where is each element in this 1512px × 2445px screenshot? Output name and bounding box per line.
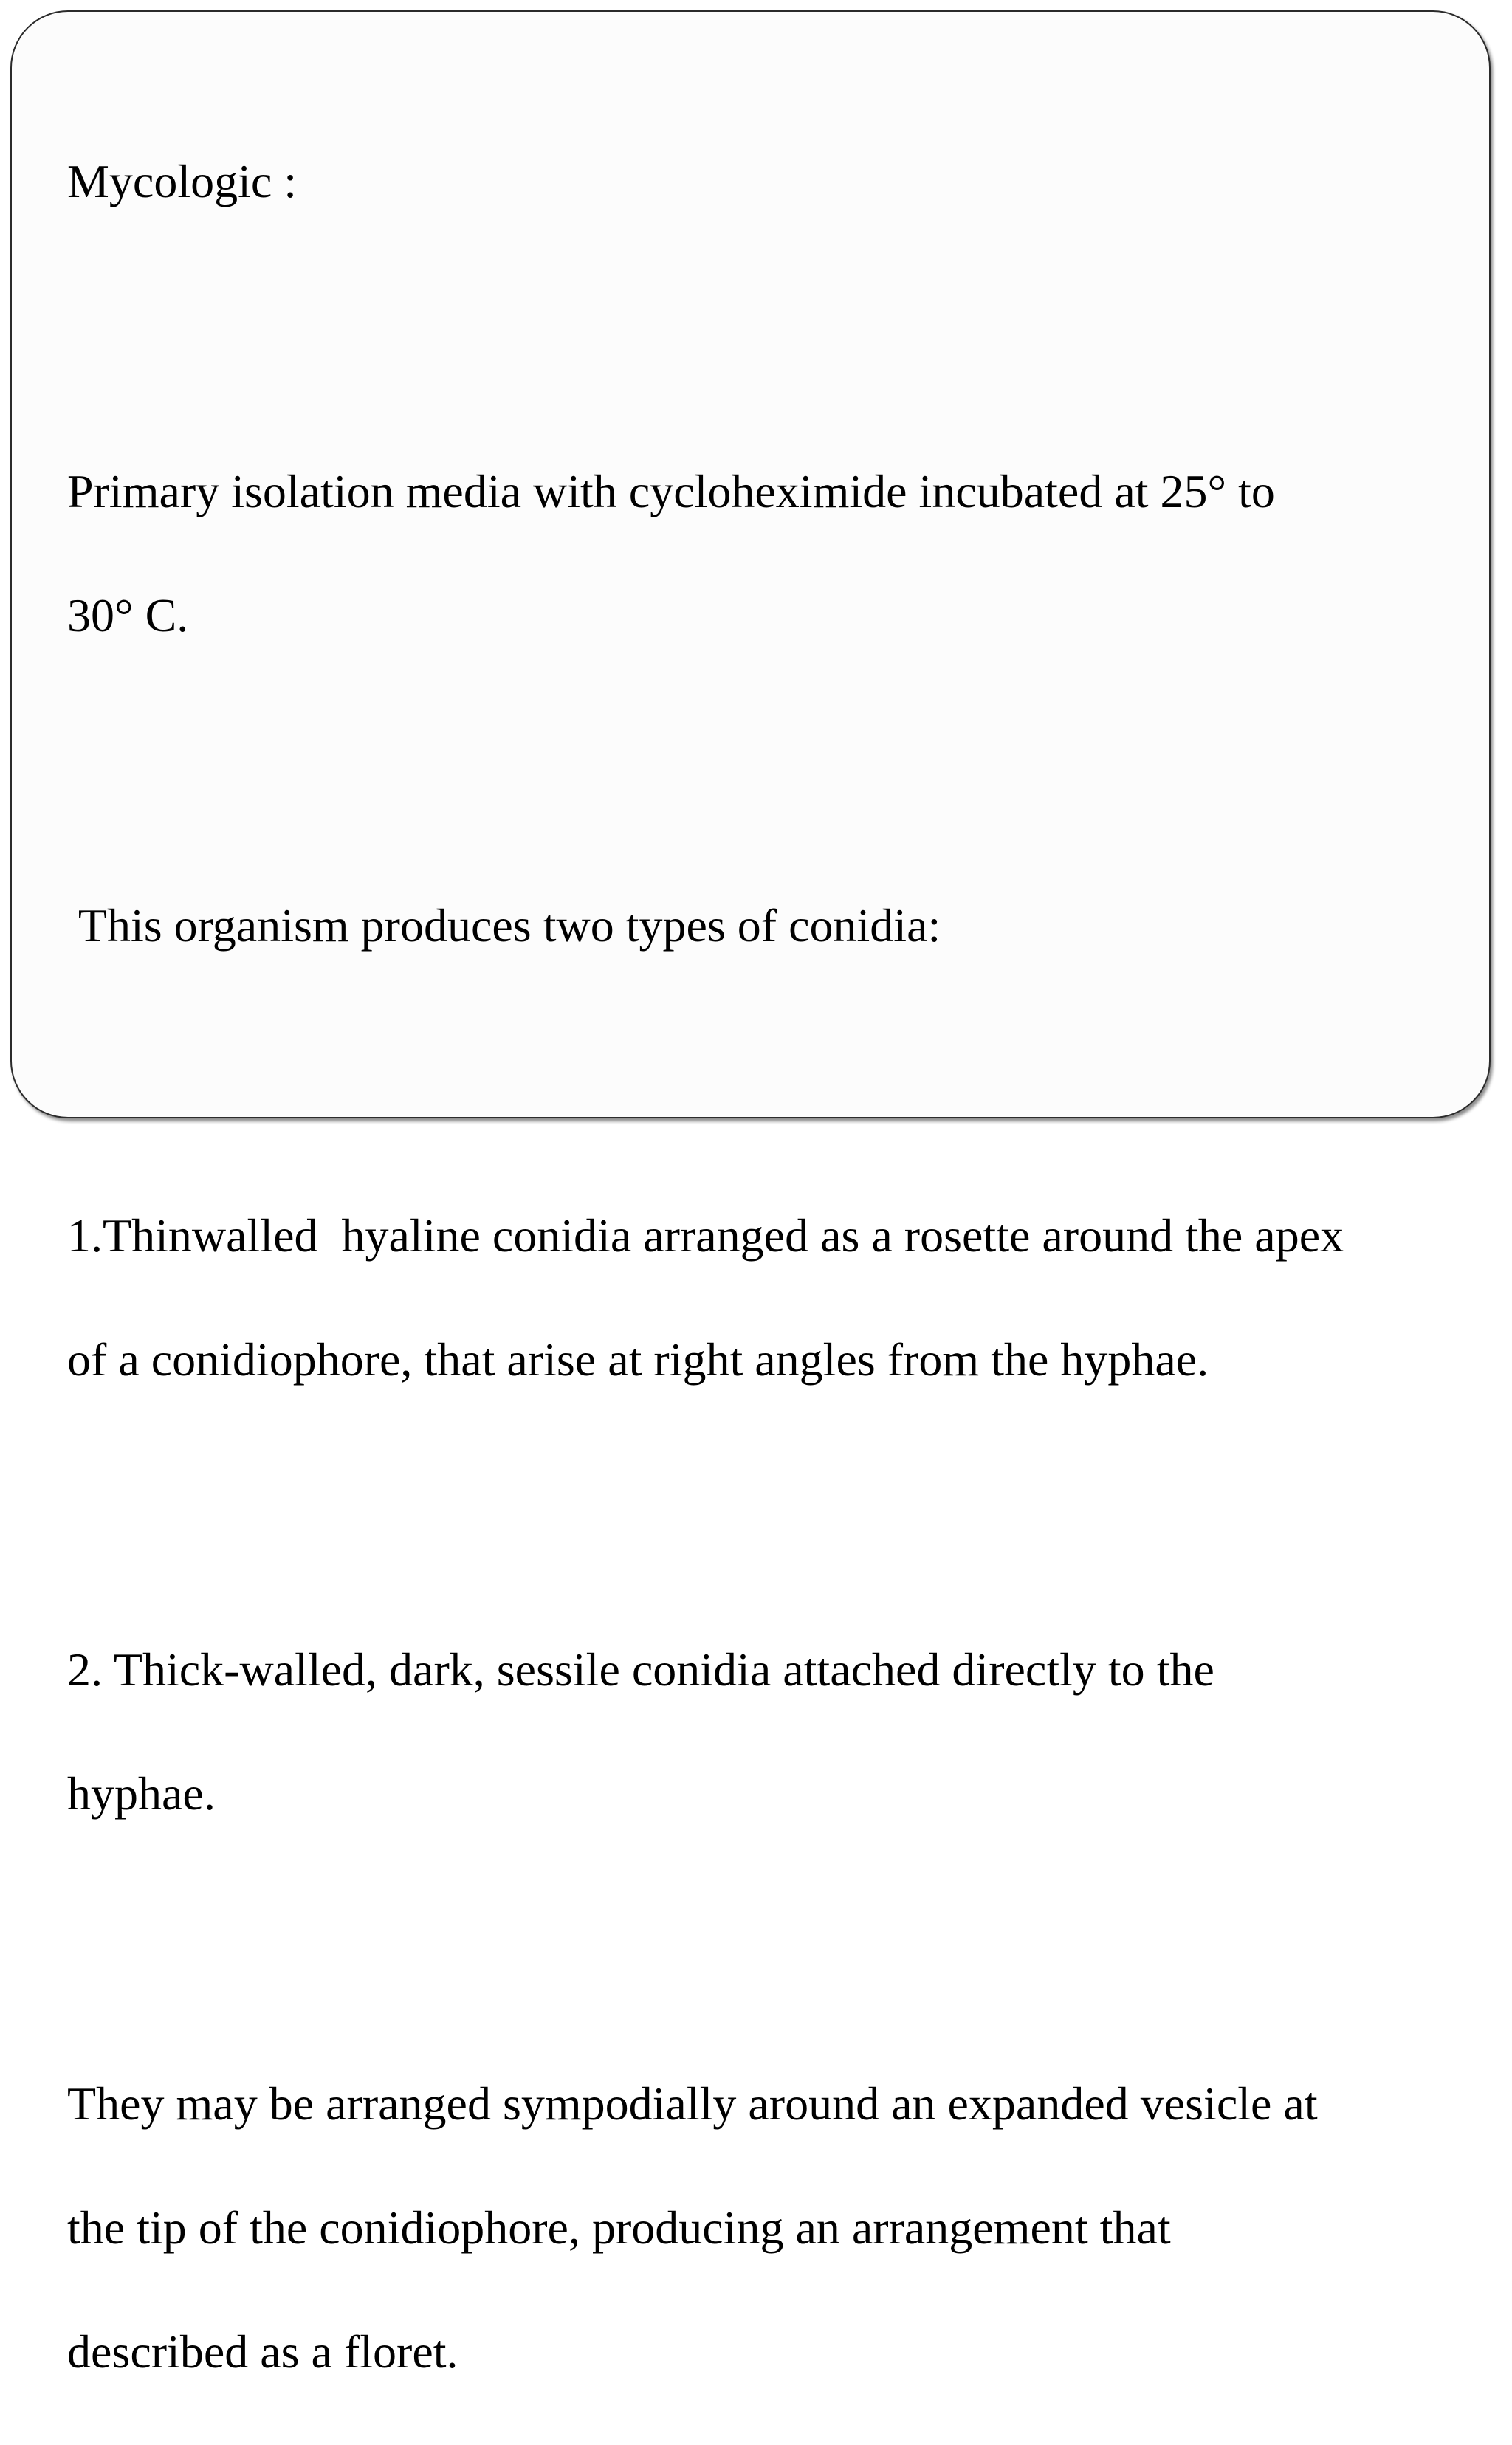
isolation-media-line-1: Primary isolation media with cycloheximide incubated at 25° to (67, 465, 1275, 517)
conidia-item-1-line-2: of a conidiophore, that arise at right angles from the hyphae. (67, 1333, 1209, 1386)
floret-description-line-3: described as a floret. (67, 2325, 458, 2378)
conidia-types-intro: This organism produces two types of conidia: (67, 899, 941, 952)
slide-body (67, 89, 1470, 2445)
slide-frame (10, 10, 1491, 2378)
spacer (67, 1887, 1470, 1949)
floret-description-line-2: the tip of the conidiophore, producing an arrangement that (67, 2201, 1171, 2254)
conidia-item-2-line-1: 2. Thick-walled, dark, sessile conidia attached directly to the (67, 1643, 1214, 1696)
spacer (67, 275, 1470, 337)
spacer (67, 709, 1470, 771)
spacer (67, 1453, 1470, 1515)
spacer (67, 1019, 1470, 1081)
floret-description-line-1: They may be arranged sympodially around an expanded vesicle at (67, 2077, 1318, 2130)
isolation-media-line-2: 30° C. (67, 589, 189, 642)
conidia-item-2-line-2: hyphae. (67, 1767, 216, 1820)
slide-heading: Mycologic : (67, 155, 298, 207)
conidia-item-1-line-1: 1.Thinwalled hyaline conidia arranged as a rosette around the apex (67, 1209, 1344, 1262)
